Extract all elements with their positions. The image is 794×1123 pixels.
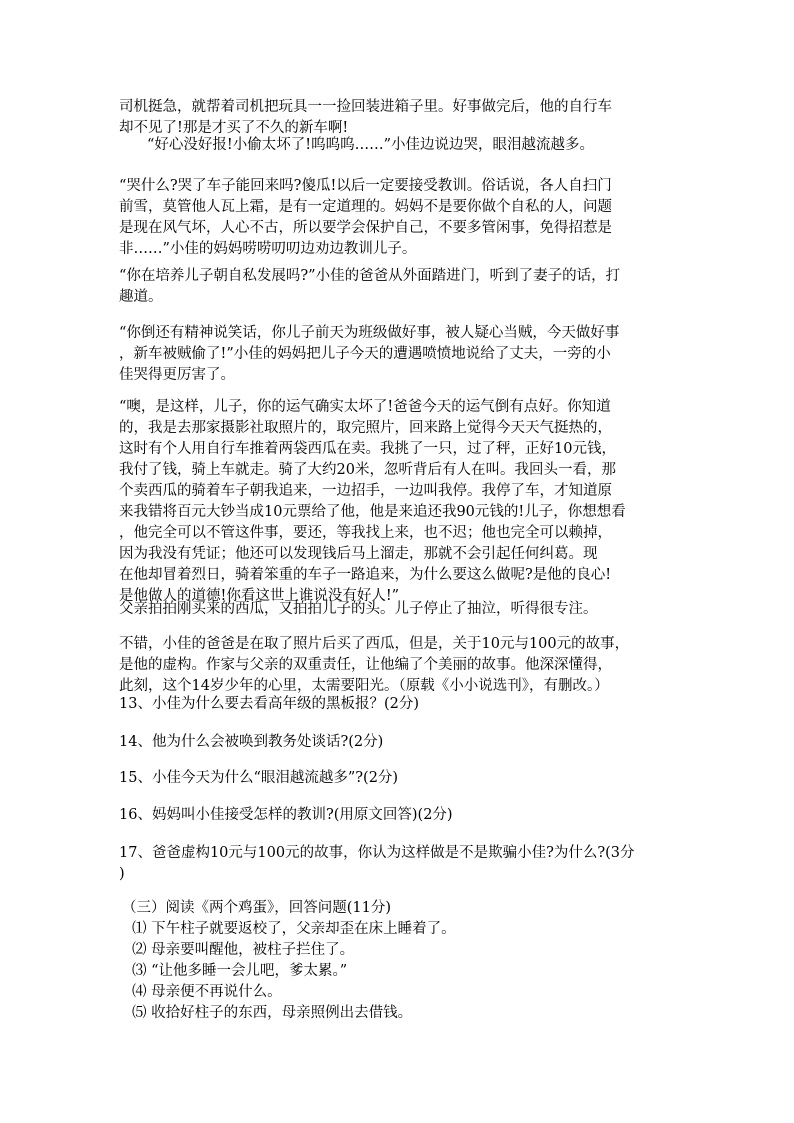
question-text: 13、小佳为什么要去看高年级的黑板报？(2分) xyxy=(119,696,419,712)
text-line: 在他却冒着烈日，骑着笨重的车子一路追来，为什么要这么做呢?是他的良心! xyxy=(119,567,612,583)
text-line: 这时有个人用自行车推着两袋西瓜在卖。我挑了一只，过了秤，正好10元钱， xyxy=(119,441,616,457)
numbered-item: ⑴ 下午柱子就要返校了，父亲却歪在床上睡着了。 xyxy=(132,921,456,937)
text-line: “好心没好报!小偷太坏了!呜呜呜……”小佳边说边哭，眼泪越流越多。 xyxy=(147,137,594,153)
numbered-item: ⑵ 母亲要叫醒他，被柱子拦住了。 xyxy=(132,942,355,958)
section-heading: （三）阅读《两个鸡蛋》，回答问题(11分) xyxy=(122,900,392,916)
question-13 xyxy=(119,694,679,715)
question-text: 16、妈妈叫小佳接受怎样的教训?(用原文回答)(2分) xyxy=(119,807,453,823)
text-line: ，他完全可以不管这件事，要还，等我找上来，也不迟；他也完全可以赖掉， xyxy=(119,525,612,541)
text-line: “你在培养儿子朝自私发展吗?”小佳的爸爸从外面踏进门，听到了妻子的话，打 xyxy=(119,268,621,284)
story-paragraph-2 xyxy=(119,135,679,156)
text-line: “你倒还有精神说笑话，你儿子前天为班级做好事，被人疑心当贼，今天做好事 xyxy=(119,325,620,341)
story-paragraph-4 xyxy=(119,266,679,308)
text-line: 司机挺急，就帮着司机把玩具一一捡回装进箱子里。好事做完后，他的自行车 xyxy=(119,99,612,115)
text-line: 此刻，这个14岁少年的心里，太需要阳光。（原载《小小说选刊》，有删改。） xyxy=(119,678,609,694)
text-line: 趣道。 xyxy=(119,289,163,305)
question-text: ) xyxy=(119,866,125,882)
story-paragraph-5 xyxy=(119,323,679,386)
text-line: 父亲拍拍刚买来的西瓜，又拍拍儿子的头。儿子停止了抽泣，听得很专注。 xyxy=(119,601,598,617)
story-paragraph-8 xyxy=(119,634,679,697)
question-17 xyxy=(119,843,679,885)
text-line: “哭什么?哭了车子能回来吗?傻瓜!以后一定要接受教训。俗话说，各人自扫门 xyxy=(119,178,612,194)
text-line: 非……”小佳的妈妈唠唠叨叨边劝边教训儿子。 xyxy=(119,241,417,257)
text-line: ，新车被贼偷了!”小佳的妈妈把儿子今天的遭遇喷愤地说给了丈夫，一旁的小 xyxy=(119,346,611,362)
story-paragraph-6 xyxy=(119,397,679,607)
question-14 xyxy=(119,732,679,753)
story-paragraph-7 xyxy=(119,599,679,620)
text-line: 不错，小佳的爸爸是在取了照片后买了西瓜，但是，关于10元与100元的故事， xyxy=(119,636,630,652)
text-line: 是现在风气坏，人心不古，所以要学会保护自己，不要多管闲事，免得招惹是 xyxy=(119,220,612,236)
question-text: 17、爸爸虚构10元与100元的故事，你认为这样做是不是欺骗小佳?为什么?(3分 xyxy=(119,845,635,861)
text-line: 却不见了!那是才买了不久的新车啊! xyxy=(119,120,349,136)
text-line: 前雪，莫管他人瓦上霜，是有一定道理的。妈妈不是要你做个自私的人，问题 xyxy=(119,199,612,215)
question-text: 14、他为什么会被唤到教务处谈话?(2分) xyxy=(119,734,384,750)
numbered-item: ⑸ 收拾好柱子的东西，母亲照例出去借钱。 xyxy=(132,1005,413,1021)
question-15 xyxy=(119,768,679,789)
text-line: 的，我是去那家摄影社取照片的，取完照片，回来路上觉得今天天气挺热的， xyxy=(119,420,612,436)
question-text: 15、小佳今天为什么“眼泪越流越多”?(2分) xyxy=(119,770,399,786)
story-paragraph-3 xyxy=(119,176,679,260)
text-line: 佳哭得更厉害了。 xyxy=(119,367,235,383)
text-line: “噢，是这样，儿子，你的运气确实太坏了!爸爸今天的运气倒有点好。你知道 xyxy=(119,399,611,415)
numbered-item: ⑷ 母亲便不再说什么。 xyxy=(132,984,282,1000)
text-line: 个卖西瓜的骑着车子朝我追来，一边招手，一边叫我停。我停了车，才知道原 xyxy=(119,483,612,499)
question-16 xyxy=(119,805,679,826)
text-line: 是他做人的道德!你看这世上谁说没有好人!” xyxy=(119,588,400,604)
text-line: 来我错将百元大钞当成10元票给了他，他是来追还我90元钱的!儿子，你想想看 xyxy=(119,504,626,520)
section-3 xyxy=(122,898,682,1024)
text-line: 因为我没有凭证；他还可以发现钱后马上溜走，那就不会引起任何纠葛。现 xyxy=(119,546,598,562)
story-paragraph-1 xyxy=(119,97,679,139)
text-line: 是他的虚构。作家与父亲的双重责任，让他编了个美丽的故事。他深深懂得， xyxy=(119,657,612,673)
text-line: 我付了钱，骑上车就走。骑了大约20米，忽听背后有人在叫。我回头一看，那 xyxy=(119,462,616,478)
numbered-item: ⑶ “让他多睡一会儿吧，爹太累。” xyxy=(132,963,348,979)
